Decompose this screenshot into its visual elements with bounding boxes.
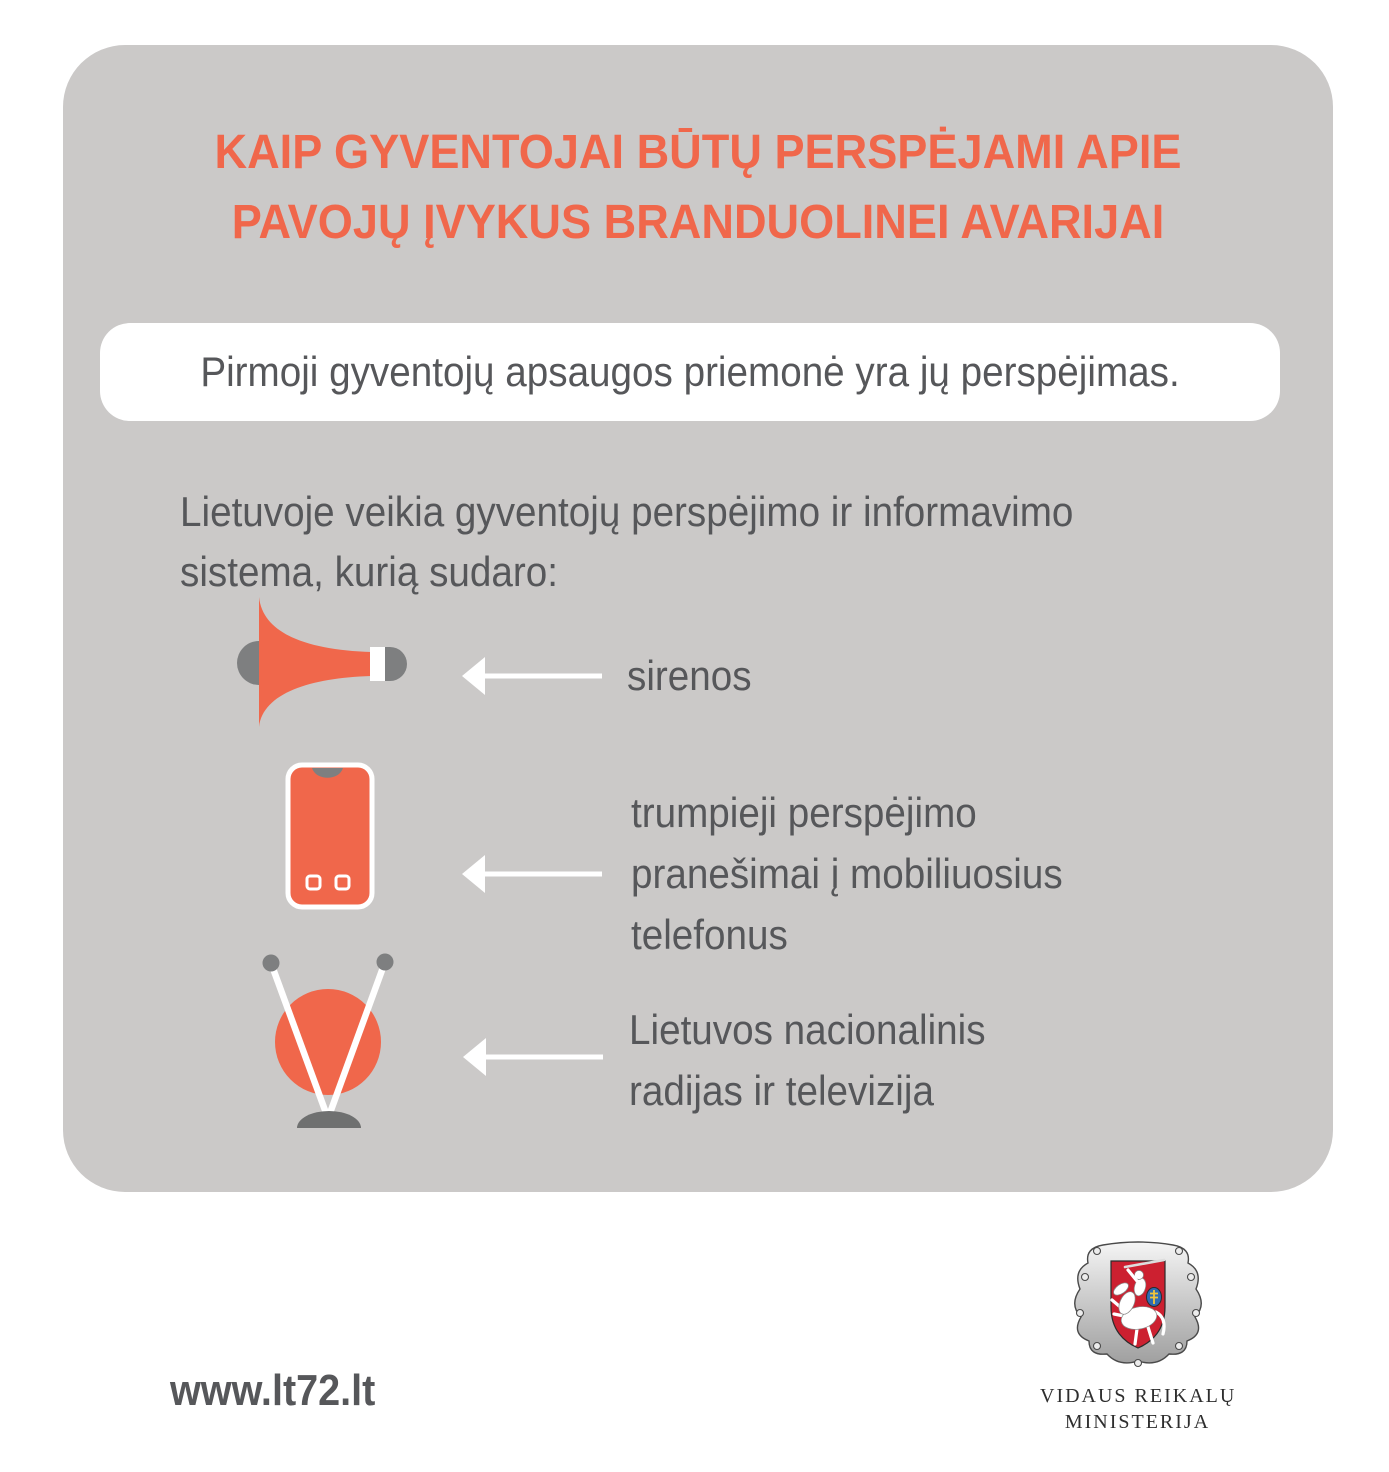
page-title-line2: PAVOJŲ ĮVYKUS BRANDUOLINEI AVARIJAI	[231, 196, 1165, 249]
page-title-line1: KAIP GYVENTOJAI BŪTŲ PERSPĖJAMI APIE	[214, 126, 1182, 179]
left-arrow-icon	[463, 1037, 603, 1077]
sirens-label: sirenos	[627, 652, 752, 699]
ministry-name: VIDAUS REIKALŲ MINISTERIJA	[1040, 1385, 1237, 1433]
mobile-phone-icon	[283, 760, 378, 915]
callout-text: Pirmoji gyventojų apsaugos priemonė yra jų perspėjimas.	[200, 348, 1180, 395]
radio-tv-label: Lietuvos nacionalinis radijas ir televizija	[629, 1006, 986, 1114]
callout-box	[100, 323, 1280, 421]
intro-text	[180, 482, 1073, 602]
page-title	[101, 118, 1295, 258]
tv-antenna-icon	[255, 943, 405, 1138]
website-url: www.lt72.lt	[170, 1366, 376, 1415]
intro-line1: Lietuvoje veikia gyventojų perspėjimo ir informavimo	[180, 488, 1074, 535]
sms-label: trumpieji perspėjimo pranešimai į mobiliuosius telefonus	[631, 789, 1063, 958]
intro-line2: sistema, kurią sudaro:	[180, 548, 558, 595]
vytis-coat-of-arms	[1067, 1237, 1209, 1373]
left-arrow-icon	[462, 854, 602, 894]
left-arrow-icon	[462, 656, 602, 696]
siren-horn-icon	[230, 593, 415, 733]
ministry-emblem-block	[1040, 1237, 1235, 1435]
